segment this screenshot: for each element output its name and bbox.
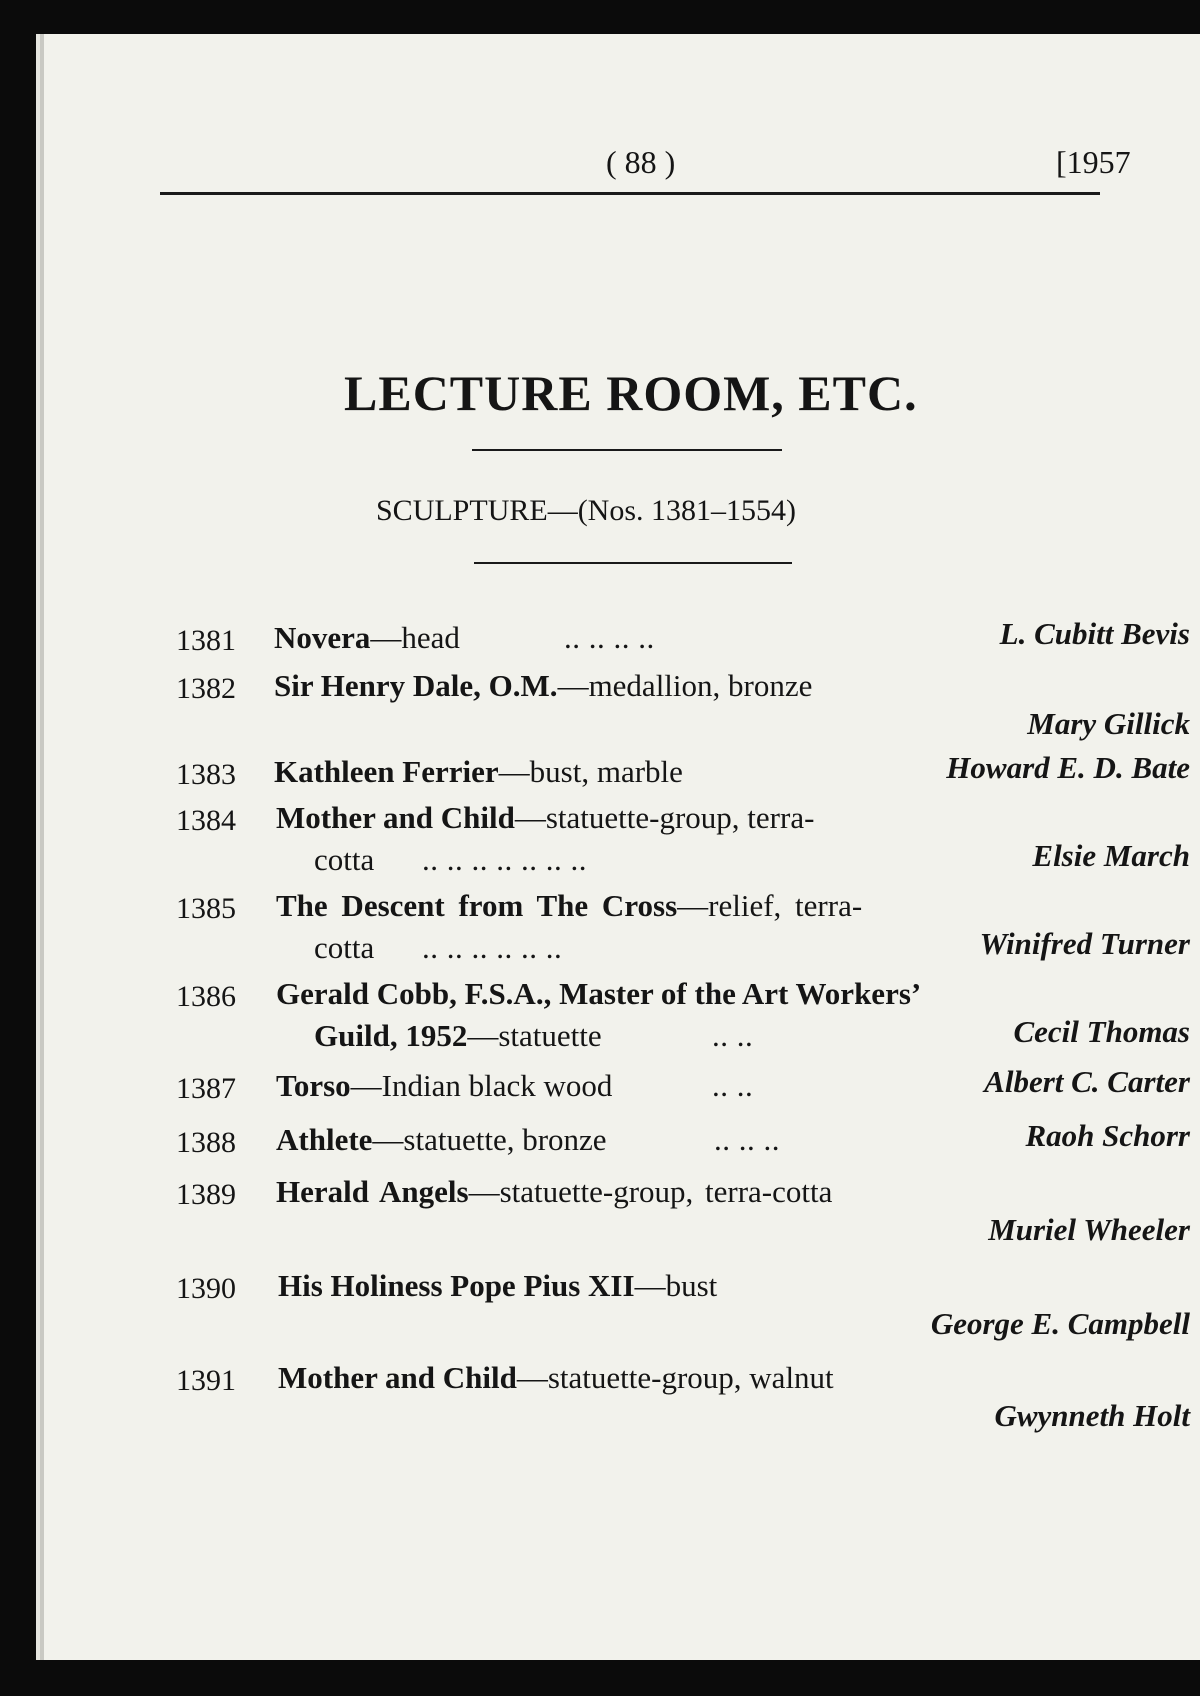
entry-number: 1388 [176,1126,236,1159]
entry-description: Mother and Child—statuette-group, terra- [276,800,815,835]
entry-description: Athlete—statuette, bronze [276,1122,607,1157]
entry-continuation: cotta [314,842,375,877]
leader-dots: .. .. [712,1018,754,1053]
entry-description: Torso—Indian black wood [276,1068,613,1103]
entry-title: His Holiness Pope Pius XII [278,1268,635,1303]
entry-description: Kathleen Ferrier—bust, marble [274,754,683,789]
entry-title: Herald Angels [276,1174,469,1209]
entry-title: Kathleen Ferrier [274,754,499,789]
artist-name: Albert C. Carter [984,1064,1190,1099]
artist-name: Cecil Thomas [1013,1014,1190,1049]
entry-description: Herald Angels—statuette-group, terra-cotta [276,1174,833,1209]
entry-continuation: cotta [314,930,375,965]
entry-number: 1386 [176,980,236,1013]
entry-description: The Descent from The Cross—relief, terra- [276,888,863,923]
entry-number: 1382 [176,672,236,705]
entry-title: Sir Henry Dale, O.M. [274,668,558,703]
leader-dots: .. .. .. .. .. .. .. [422,842,587,877]
entry-number: 1389 [176,1178,236,1211]
entry-title: Gerald Cobb, F.S.A., Master of the Art Workers’ [276,976,922,1011]
catalogue-page [44,34,1200,1660]
entry-continuation: Guild, 1952—statuette [314,1018,602,1053]
entry-description: His Holiness Pope Pius XII—bust [278,1268,718,1303]
entry-number: 1383 [176,758,236,791]
entry-title: Mother and Child [278,1360,517,1395]
entry-description: Mother and Child—statuette-group, walnut [278,1360,834,1395]
title-rule [472,449,782,451]
entry-title: Torso [276,1068,351,1103]
entry-description: Novera—head [274,620,460,655]
artist-name: George E. Campbell [930,1306,1190,1341]
artist-name: Muriel Wheeler [988,1212,1190,1247]
entry-number: 1381 [176,624,236,657]
subtitle-rule [474,562,792,564]
artist-name: Elsie March [1032,838,1190,873]
entry-title: Mother and Child [276,800,515,835]
entry-number: 1391 [176,1364,236,1397]
leader-dots: .. .. .. [714,1122,780,1157]
entry-description: Sir Henry Dale, O.M.—medallion, bronze [274,668,813,703]
page-number: ( 88 ) [606,144,676,180]
entry-number: 1390 [176,1272,236,1305]
header-rule [160,192,1100,195]
section-title: LECTURE ROOM, ETC. [344,365,918,421]
artist-name: Howard E. D. Bate [946,750,1190,785]
artist-name: L. Cubitt Bevis [999,616,1190,651]
section-subtitle: SCULPTURE—(Nos. 1381–1554) [376,494,797,527]
leader-dots: .. .. .. .. .. .. [422,930,563,965]
entry-number: 1387 [176,1072,236,1105]
artist-name: Winifred Turner [979,926,1190,961]
entry-number: 1384 [176,804,236,837]
entry-number: 1385 [176,892,236,925]
artist-name: Mary Gillick [1027,706,1190,741]
entry-title: The Descent from The Cross [276,888,678,923]
artist-name: Raoh Schorr [1025,1118,1190,1153]
leader-dots: .. .. .. .. [564,620,655,655]
leader-dots: .. .. [712,1068,754,1103]
entry-title: Novera [274,620,371,655]
entry-title: Athlete [276,1122,373,1157]
artist-name: Gwynneth Holt [994,1398,1190,1433]
year-marker: [1957 [1056,144,1131,180]
